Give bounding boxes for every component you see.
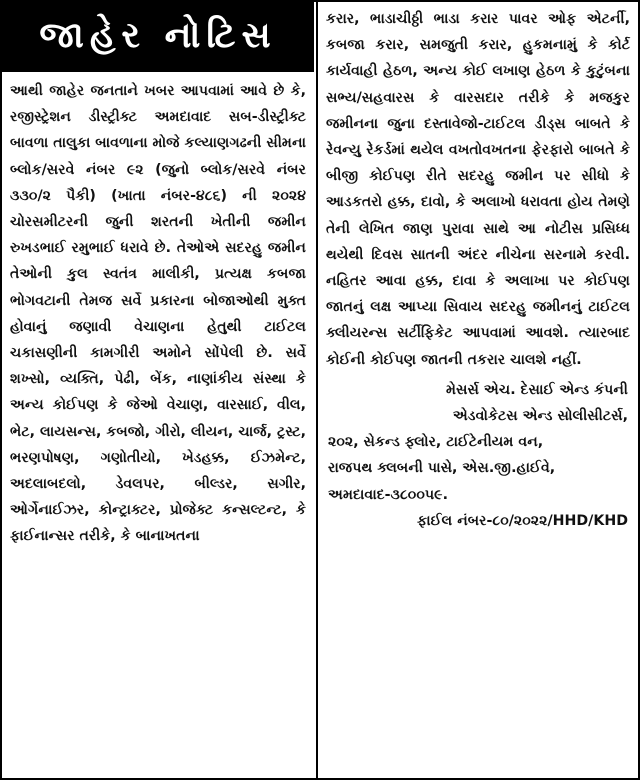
notice-right-column — [316, 2, 638, 778]
file-number: ફાઈલ નંબર-૮૦/૨૦૨૨/HHD/KHD — [417, 512, 628, 529]
notice-body-right: કરાર, ભાડાચીઠ્ઠી ભાડા કરાર પાવર ઓફ એટર્ની, કબજા કરાર, સમજુતી કરાર, હુકમનામું કે કોર્ટ કાર્યવાહી હેઠળ, અન્ય કોઈ લખાણ હેઠળ કે કુટુંબના સભ્ય/સહવારસ કે વારસદાર તરીકે કે મજકુર જમીનના જુના દસ્તાવેજો-ટાઈટલ ડીડ્સ બાબતે કે રેવન્યુ રેકર્ડમાં થયેલ વખતોવખતના ફેરફારો બાબતે કે બીજી કોઈપણ રીતે સદરહુ જમીન પર સીધો કે આડકતરો હક્ક, દાવો, કે અલાખો ધરાવતા હોય તેમણે તેની લેખિત જાણ પુરાવા સાથે આ નોટીસ પ્રસિધ્ધ થયેથી દિવસ સાતની અંદર નીચેના સરનામે કરવી. નહિતર આવા હક્ક, દાવા કે અલાખા પર કોઈપણ જાતનું લક્ષ આપ્યા સિવાય સદરહુ જમીનનું ટાઈટલ ક્લીયરન્સ સર્ટીફિકેટ આપવામાં આવશે. ત્યારબાદ કોઈની કોઈપણ જાતની તકરાર ચાલશે નહીં. — [326, 11, 630, 368]
notice-header — [2, 2, 314, 72]
address-line-3: અમદાવાદ-૩૮૦૦૫૯. — [328, 486, 448, 503]
signature-block — [318, 373, 638, 534]
firm-designation: એડવોકેટસ એન્ડ સોલીસીટર્સ, — [452, 408, 628, 425]
notice-left-column — [2, 2, 314, 778]
address-line-1: ૨૦૨, સેકન્ડ ફ્લોર, ટાઈટેનીયમ વન, — [328, 434, 544, 451]
address-line-2: રાજપથ ક્લબની પાસે, એસ.જી.હાઈવે, — [328, 460, 556, 477]
notice-title: જાહેર નોટિસ — [39, 15, 277, 56]
notice-body-left: આથી જાહેર જનતાને ખબર આપવામાં આવે છે કે, રજીસ્ટ્રેશન ડીસ્ટ્રીક્ટ અમદાવાદ સબ-ડીસ્ટ્રીક્ટ બાવળા તાલુકા બાવળાના મોજે કલ્યાણગઢની સીમના બ્લોક/સરવે નંબર ૯૨ (જુનો બ્લોક/સરવે નંબર ૩૩૦/૨ પૈકી) (ખાતા નંબર-૪૮૬) ની ૨૦૨૪ ચોરસમીટરની જુની શરતની ખેતીની જમીન રુખડભાઈ રમુભાઈ ધરાવે છે. તેઓએ સદરહુ જમીન તેઓની કુલ સ્વતંત્ર માલીકી, પ્રત્યક્ષ કબજા ભોગવટાની તેમજ સર્વે પ્રકારના બોજાઓથી મુક્ત હોવાનું જણાવી વેચાણના હેતુથી ટાઈટલ ચકાસણીની કામગીરી અમોને સોંપેલી છે. સર્વે શખ્સો, વ્યક્તિ, પેઢી, બેંક, નાણાંકીય સંસ્થા કે અન્ય કોઈપણ કે જેઓ વેચાણ, વારસાઈ, વીલ, ભેટ, લાયસન્સ, કબજો, ગીરો, લીયન, ચાર્જ, ટ્રસ્ટ, ભરણપોષણ, ગણોતીયો, ખેડહક્ક, ઈઝમેન્ટ, અદલાબદલો, ડેવલપર, બીલ્ડર, સગીર, ઓર્ગેનાઈઝર, કોન્ટ્રાક્ટર, પ્રોજેક્ટ કન્સલ્ટન્ટ, કે ફાઈનાન્સર તરીકે, કે બાનાખતના — [10, 83, 306, 545]
firm-name: મેસર્સ એચ. દેસાઈ એન્ડ કંપની — [445, 381, 628, 398]
